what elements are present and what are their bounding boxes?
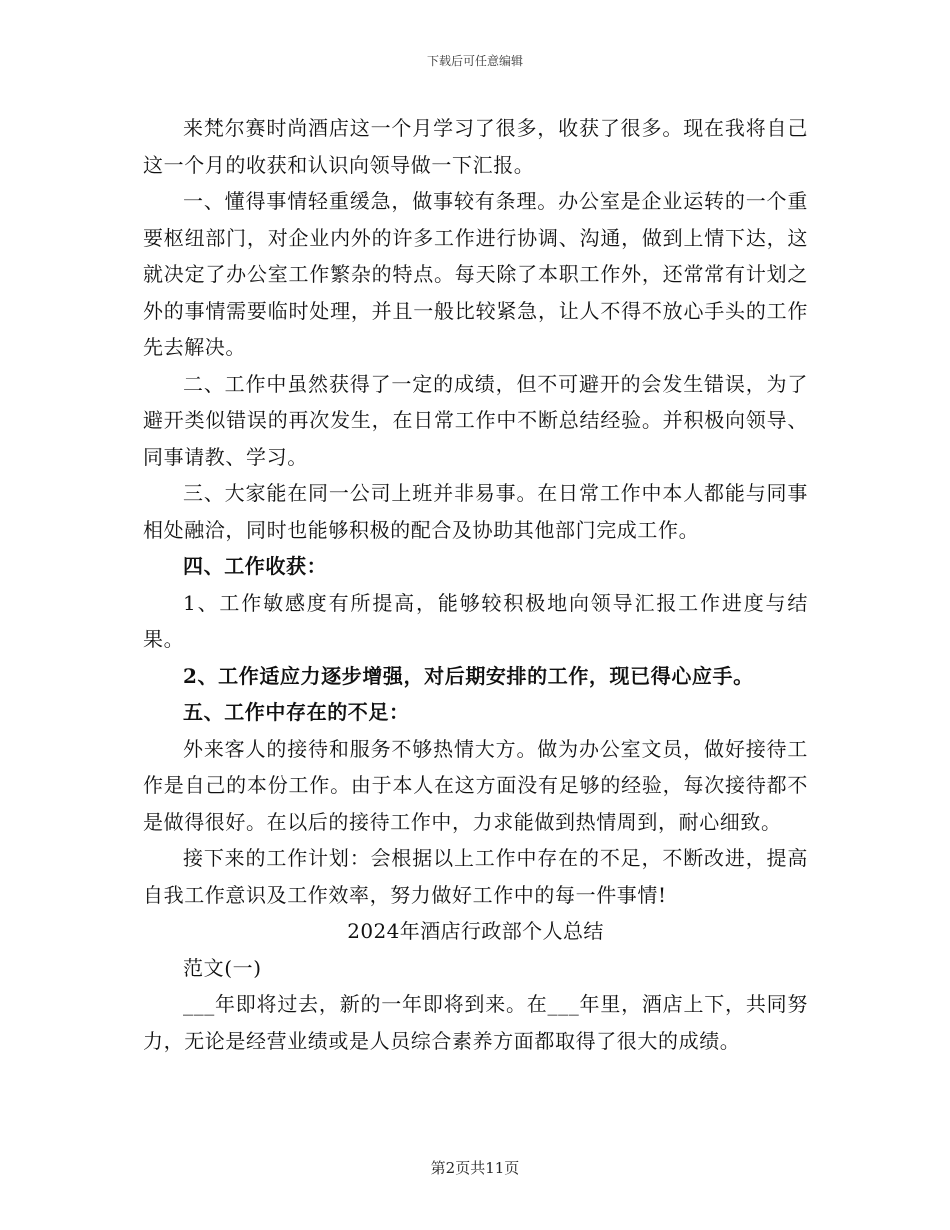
paragraph-gain-one: 1、工作敏感度有所提高，能够较积极地向领导汇报工作进度与结果。 (143, 590, 808, 651)
paragraph-intro: 来梵尔赛时尚酒店这一个月学习了很多，收获了很多。现在我将自己这一个月的收获和认识向领导做一下汇报。 (143, 116, 808, 177)
heading-work-gains: 四、工作收获： (183, 554, 328, 578)
heading-shortcomings: 五、工作中存在的不足： (183, 700, 410, 724)
section-title: 2024年酒店行政部个人总结 (347, 919, 604, 943)
paragraph-shortcoming: 外来客人的接待和服务不够热情大方。做为办公室文员，做好接待工作是自己的本份工作。由于本人在这方面没有足够的经验，每次接待都不是做得很好。在以后的接待工作中，力求能做到热情周到，耐心细致。 (143, 736, 808, 834)
paragraph-point-two: 二、工作中虽然获得了一定的成绩，但不可避开的会发生错误，为了避开类似错误的再次发生，在日常工作中不断总结经验。并积极向领导、同事请教、学习。 (143, 371, 808, 469)
paragraph-sample-text: ___年即将过去，新的一年即将到来。在___年里，酒店上下，共同努力，无论是经营业绩或是人员综合素养方面都取得了很大的成绩。 (143, 992, 808, 1053)
document-body (143, 110, 808, 1059)
page-footer-number: 第2页共11页 (430, 1159, 520, 1177)
paragraph-next-plan: 接下来的工作计划：会根据以上工作中存在的不足，不断改进，提高自我工作意识及工作效率，努力做好工作中的每一件事情! (143, 846, 808, 907)
paragraph-point-one: 一、懂得事情轻重缓急，做事较有条理。办公室是企业运转的一个重要枢纽部门，对企业内外的许多工作进行协调、沟通，做到上情下达，这就决定了办公室工作繁杂的特点。每天除了本职工作外，还常常有计划之外的事情需要临时处理，并且一般比较紧急，让人不得不放心手头的工作先去解决。 (143, 189, 808, 359)
paragraph-gain-two: 2、工作适应力逐步增强，对后期安排的工作，现已得心应手。 (183, 663, 754, 688)
page-header-note: 下载后可任意编辑 (426, 54, 523, 68)
sample-label: 范文(一) (183, 955, 262, 980)
paragraph-point-three: 三、大家能在同一公司上班并非易事。在日常工作中本人都能与同事相处融洽，同时也能够积极的配合及协助其他部门完成工作。 (143, 481, 808, 542)
